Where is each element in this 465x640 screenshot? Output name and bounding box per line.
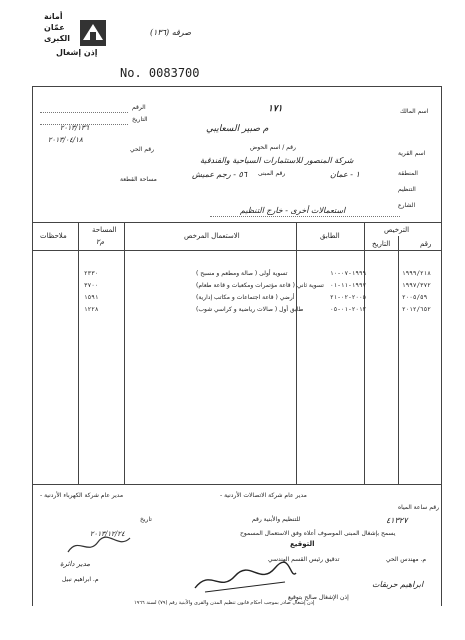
water-meter-value: ٤١٣٢٧ xyxy=(386,516,408,525)
ref-value: ٢٠١٣/١٣٦ xyxy=(60,124,89,132)
owner-value: م صبير السعايبي xyxy=(206,124,269,134)
header-area-unit: م٢ xyxy=(96,238,105,246)
official-handwritten: مدير دائرة xyxy=(60,560,90,568)
permit-label: إذن الإشغال صالح بتوقيع xyxy=(288,594,349,601)
ref-line xyxy=(40,112,128,113)
header-notes: ملاحظات xyxy=(40,232,67,240)
table-top xyxy=(32,222,442,223)
row-date: ٢٠١٢-٠١-٠٥ xyxy=(330,306,367,313)
signature-name: ابراهيم حربقات xyxy=(372,580,424,589)
header-floor: الطابق xyxy=(320,232,340,240)
village-label: اسم القرية xyxy=(398,150,426,157)
row-date: ٢٠٠٥-٠٢-٢١ xyxy=(330,294,367,301)
auditor-label: تدقيق رئيس القسم الهندسي xyxy=(268,556,340,563)
street-label: الشارع xyxy=(398,202,416,209)
plot-area-label: مساحة القطعة xyxy=(120,176,157,183)
date-label: التاريخ xyxy=(132,116,148,123)
row-date: ١٩٩٧-١١-٠١ xyxy=(330,282,367,289)
ref-label: الرقم xyxy=(132,104,146,111)
serial-label: No. xyxy=(120,66,142,80)
row-area: ١٢٢٨ xyxy=(84,306,99,313)
table-header-bottom xyxy=(32,250,442,251)
frame-left xyxy=(32,86,33,606)
row-area: ١٥٩١ xyxy=(84,294,99,301)
row-num: ١٩٩٧/٣٧٢ xyxy=(402,282,431,289)
telecom-note: - مدير عام شركة الاتصالات الأردنية xyxy=(220,492,307,499)
row-use: تسوية ثاني ( قاعة مؤتمرات ومكعبات و قاعة طعام) xyxy=(196,282,324,289)
region-label: المنطقة xyxy=(398,170,418,177)
document-title: إذن إشغال xyxy=(56,48,98,57)
col-area-divider xyxy=(124,222,125,484)
building-number-label: رقم المبنى xyxy=(258,170,286,177)
signature-label: التوقيع xyxy=(290,540,315,548)
handwritten-reference: (١٣٦) صرقه xyxy=(150,28,192,37)
serial-value: 0083700 xyxy=(148,66,200,80)
usage-value: استعمالات أخرى - خارج التنظيم xyxy=(240,206,346,215)
footer-date-value: ٢٠١٣/١٢/٢٤ xyxy=(90,530,125,538)
building-value: ٥٦ - رجم عميش xyxy=(192,170,248,179)
director-signature xyxy=(64,530,134,560)
owner-label: اسم المالك xyxy=(400,108,429,115)
logo-line-2: عمّان xyxy=(44,23,65,32)
serial-number xyxy=(120,66,200,80)
district-label: رقم الحي xyxy=(130,146,155,153)
row-num: ١٩٩٩/٢١٨ xyxy=(402,270,431,277)
electric-note: - مدير عام شركة الكهرباء الأردنية xyxy=(40,492,124,499)
row-num: ٢٠١٢/٦٥٢ xyxy=(402,306,431,313)
handwritten-code: ١٧١ xyxy=(268,104,283,114)
date-value: ٢٠١٣/٠٤/١٨ xyxy=(48,136,83,144)
header-area: المساحة xyxy=(92,226,117,234)
engineer-label: م. مهندس الحي xyxy=(386,556,427,563)
signature-scribble xyxy=(190,558,300,598)
company-value: شركة المنصور للاستثمارات السياحية والفندقية xyxy=(200,156,354,165)
col-number-divider xyxy=(398,236,399,484)
region-value: ١ - عمان xyxy=(330,170,360,179)
approval-text: يسمح بإشغال المبنى الموصوف أعلاه وفق الاستعمال المسموح xyxy=(240,530,396,537)
logo-line-3: الكبرى xyxy=(44,34,70,43)
logo-line-1: أمانة xyxy=(44,12,63,21)
header-date: التاريخ xyxy=(372,240,391,248)
col-floor-divider xyxy=(364,222,365,484)
table-bottom xyxy=(32,484,442,485)
row-area: ٣٧٠٠ xyxy=(84,282,99,289)
footer-date-label: تاريخ xyxy=(140,516,152,523)
header-number: رقم xyxy=(420,240,432,248)
water-meter-label: رقم ساعة المياه xyxy=(398,504,439,511)
frame-right xyxy=(441,86,442,606)
row-area: ٢٣٣٠ xyxy=(84,270,99,277)
org-label: للتنظيم والأبنية رقم xyxy=(252,516,301,523)
header-license: الترخيص xyxy=(384,226,410,234)
zone-label: التنظيم xyxy=(398,186,416,193)
occupancy-text: إذن إشغال صادر بموجب أحكام قانون تنظيم المدن والقرى والأبنية رقم (٧٩) لسنة ١٩٦٦ xyxy=(134,600,315,606)
col-notes-divider xyxy=(78,222,79,484)
frame-top xyxy=(32,86,442,87)
header-use: الاستعمال المرخص xyxy=(184,232,240,240)
amman-emblem-icon xyxy=(78,18,108,48)
row-use: طابق أول ( صالات رياضية و كراسي شوب) xyxy=(196,306,304,313)
col-use-divider xyxy=(296,222,297,484)
row-date: ١٩٩٩-٠٧-١٠ xyxy=(330,270,367,277)
basin-label: رقم / اسم الحوض xyxy=(250,144,296,151)
director-label: م. ابراهيم نبيل xyxy=(62,576,99,583)
amman-logo xyxy=(42,12,112,60)
row-use: أرضي ( قاعة اجتماعات و مكاتب إدارية) xyxy=(196,294,295,301)
row-use: تسوية أولى ( صالة ومطعم و مسبح ) xyxy=(196,270,288,277)
usage-line xyxy=(210,216,400,217)
row-num: ٢٠٠٥/٥٩ xyxy=(402,294,428,301)
